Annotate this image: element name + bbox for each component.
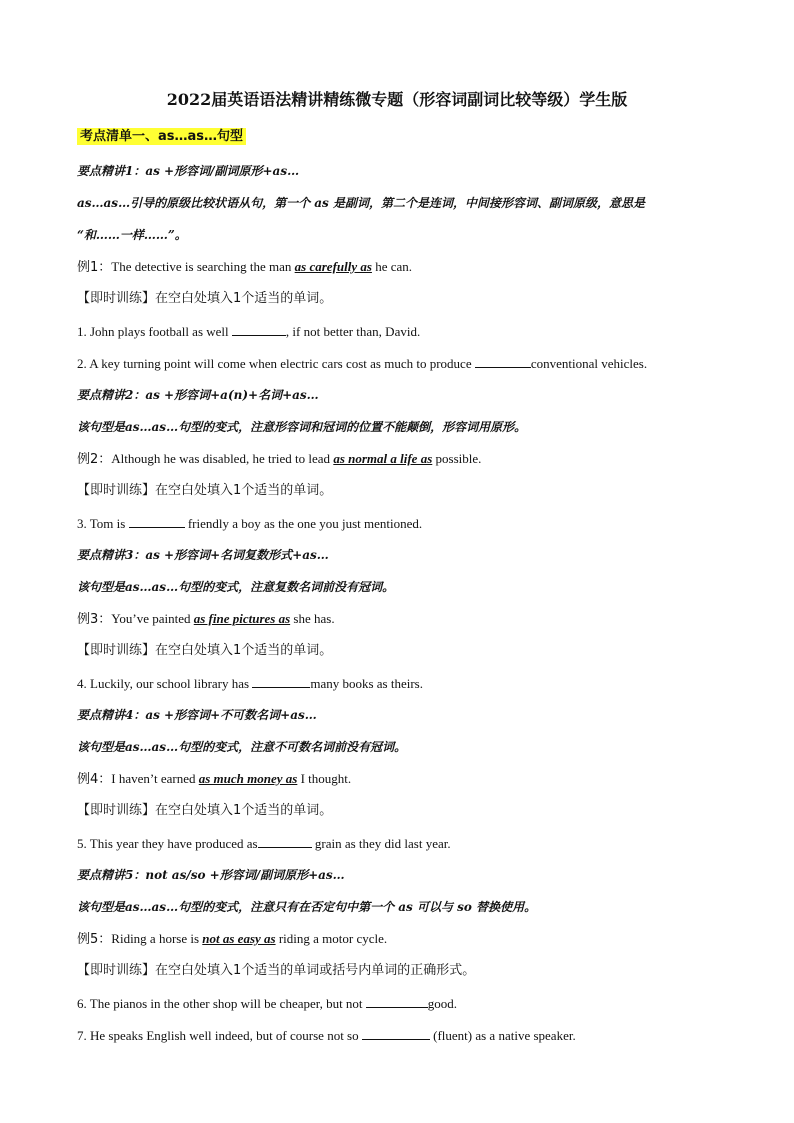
- answer-blank-4[interactable]: [252, 675, 310, 688]
- section-heading: 考点清单一、as…as…句型: [77, 129, 246, 145]
- key-point-1-desc-line2: “和……一样……”。: [77, 228, 187, 242]
- question-3: 3. Tom is friendly a boy as the one you just mentioned.: [77, 516, 423, 531]
- training-instruction-3: 【即时训练】在空白处填入1个适当的单词。: [77, 643, 333, 658]
- question-2: 2. A key turning point will come when electric cars cost as much to produce conventional vehicles.: [77, 356, 648, 371]
- page-title: 2022届英语语法精讲精练微专题（形容词副词比较等级）学生版: [166, 90, 628, 109]
- answer-blank-5[interactable]: [258, 835, 312, 848]
- answer-blank-7[interactable]: [362, 1027, 430, 1040]
- training-instruction-1: 【即时训练】在空白处填入1个适当的单词。: [77, 291, 333, 306]
- example-3: 例3：You’ve painted as fine pictures as she has.: [77, 611, 335, 627]
- training-instruction-4: 【即时训练】在空白处填入1个适当的单词。: [77, 803, 333, 818]
- key-point-4-heading: 要点精讲4：as +形容词+不可数名词+as…: [77, 708, 317, 722]
- answer-blank-1[interactable]: [232, 323, 286, 336]
- key-point-3-heading: 要点精讲3：as +形容词+名词复数形式+as…: [77, 548, 329, 562]
- question-4: 4. Luckily, our school library has many books as theirs.: [77, 676, 423, 691]
- key-point-4-desc: 该句型是as…as…句型的变式，注意不可数名词前没有冠词。: [77, 740, 407, 754]
- example-2: 例2：Although he was disabled, he tried to lead as normal a life as possible.: [77, 451, 482, 467]
- key-point-2-desc: 该句型是as…as…句型的变式，注意形容词和冠词的位置不能颠倒，形容词用原形。: [77, 420, 527, 434]
- example-1: 例1：The detective is searching the man as carefully as he can.: [77, 259, 412, 275]
- example-5: 例5：Riding a horse is not as easy as riding a motor cycle.: [77, 931, 388, 947]
- key-point-5-desc: 该句型是as…as…句型的变式，注意只有在否定句中第一个 as 可以与 so 替换使用。: [77, 900, 537, 914]
- key-point-3-desc: 该句型是as…as…句型的变式，注意复数名词前没有冠词。: [77, 580, 395, 594]
- answer-blank-3[interactable]: [129, 515, 185, 528]
- question-6: 6. The pianos in the other shop will be cheaper, but not good.: [77, 996, 458, 1011]
- question-7: 7. He speaks English well indeed, but of course not so (fluent) as a native speaker.: [77, 1028, 576, 1043]
- training-instruction-2: 【即时训练】在空白处填入1个适当的单词。: [77, 483, 333, 498]
- key-point-1-heading: 要点精讲1：as +形容词/副词原形+as…: [77, 164, 300, 178]
- key-point-1-desc-line1: as…as…引导的原级比较状语从句，第一个 as 是副词，第二个是连词，中间接形容词、副词原级，意思是: [77, 196, 645, 210]
- question-5: 5. This year they have produced as grain as they did last year.: [77, 836, 451, 851]
- key-point-5-heading: 要点精讲5：not as/so +形容词/副词原形+as…: [77, 868, 345, 882]
- answer-blank-6[interactable]: [366, 995, 428, 1008]
- key-point-2-heading: 要点精讲2：as +形容词+a(n)+名词+as…: [77, 388, 319, 402]
- answer-blank-2[interactable]: [475, 355, 531, 368]
- training-instruction-5: 【即时训练】在空白处填入1个适当的单词或括号内单词的正确形式。: [77, 963, 476, 978]
- question-1: 1. John plays football as well , if not better than, David.: [77, 324, 421, 339]
- example-4: 例4：I haven’t earned as much money as I thought.: [77, 771, 352, 787]
